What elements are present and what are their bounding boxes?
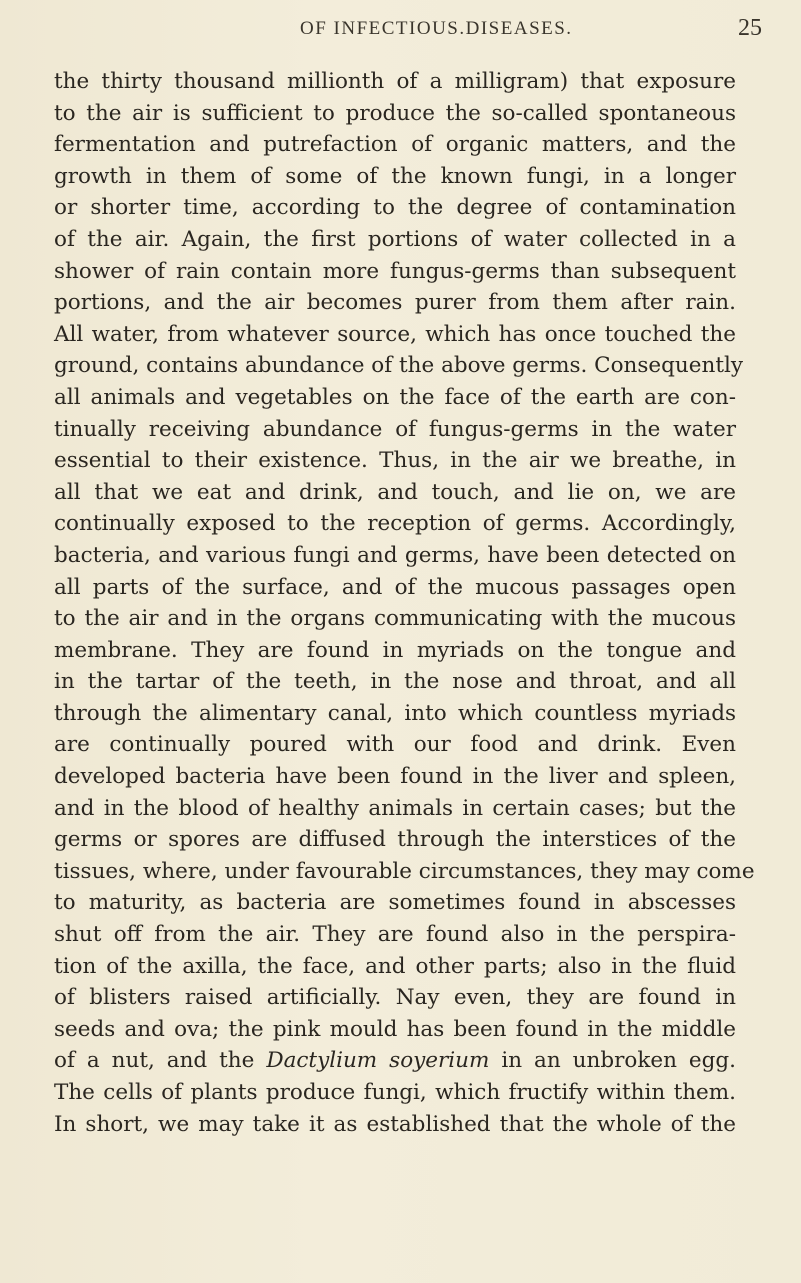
text-line: developed bacteria have been found in the liver and spleen, [54, 764, 736, 790]
italic-species-name: Dactylium soyerium [266, 1048, 490, 1074]
text-line: tissues, where, under favourable circumstances, they may come [54, 858, 755, 884]
text-line: all that we eat and drink, and touch, and lie on, we are [54, 479, 736, 505]
text-line: ground, contains abundance of the above germs. Consequently [54, 353, 743, 379]
text-line: essential to their existence. Thus, in the air we breathe, in [54, 448, 736, 474]
text-line: membrane. They are found in myriads on the tongue and [54, 637, 736, 663]
text-line: fermentation and putrefaction of organic matters, and the [54, 132, 736, 158]
text-line: bacteria, and various fungi and germs, have been detected on [54, 542, 736, 568]
text-line: portions, and the air becomes purer from them after rain. [54, 290, 736, 316]
text-line: In short, we may take it as established that the whole of the [54, 1111, 736, 1137]
line-segment: of a nut, and the [54, 1048, 255, 1074]
line-segment: in an unbroken egg. [501, 1048, 736, 1074]
text-line: of the air. Again, the first portions of water collected in a [54, 226, 736, 252]
page-header [0, 15, 801, 48]
running-head: OF INFECTIOUS.DISEASES. [300, 18, 573, 39]
text-line: through the alimentary canal, into which countless myriads [54, 700, 736, 726]
text-line: to the air and in the organs communicating with the mucous [54, 606, 736, 632]
text-line: and in the blood of healthy animals in certain cases; but the [54, 795, 736, 821]
text-line: are continually poured with our food and drink. Even [54, 732, 736, 758]
text-line-with-italic [54, 1045, 736, 1077]
text-line: seeds and ova; the pink mould has been found in the middle [54, 1016, 736, 1042]
text-line: in the tartar of the teeth, in the nose and throat, and all [54, 669, 736, 695]
text-line: of blisters raised artificially. Nay even, they are found in [54, 985, 736, 1011]
text-line: tinually receiving abundance of fungus-germs in the water [54, 416, 736, 442]
text-line: continually exposed to the reception of germs. Accordingly, [54, 511, 736, 537]
text-line: growth in them of some of the known fungi, in a longer [54, 163, 736, 189]
text-line: The cells of plants produce fungi, which fructify within them. [54, 1080, 736, 1105]
text-line: All water, from whatever source, which has once touched the [54, 321, 736, 347]
text-line: all parts of the surface, and of the mucous passages open [54, 574, 736, 600]
text-line: or shorter time, according to the degree of contamination [54, 195, 736, 221]
text-line: all animals and vegetables on the face of the earth are con- [54, 384, 736, 410]
text-line: tion of the axilla, the face, and other parts; also in the fluid [54, 953, 736, 979]
text-line: to maturity, as bacteria are sometimes found in abscesses [54, 890, 736, 916]
page-number: 25 [738, 15, 762, 41]
text-line: the thirty thousand millionth of a milligram) that exposure [54, 69, 736, 94]
body-text [54, 66, 755, 1140]
text-line: to the air is sufficient to produce the so-called spontaneous [54, 100, 736, 126]
text-line: shower of rain contain more fungus-germs than subsequent [54, 258, 736, 284]
text-line: shut off from the air. They are found also in the perspira- [54, 922, 736, 948]
text-line: germs or spores are diffused through the interstices of the [54, 827, 736, 853]
